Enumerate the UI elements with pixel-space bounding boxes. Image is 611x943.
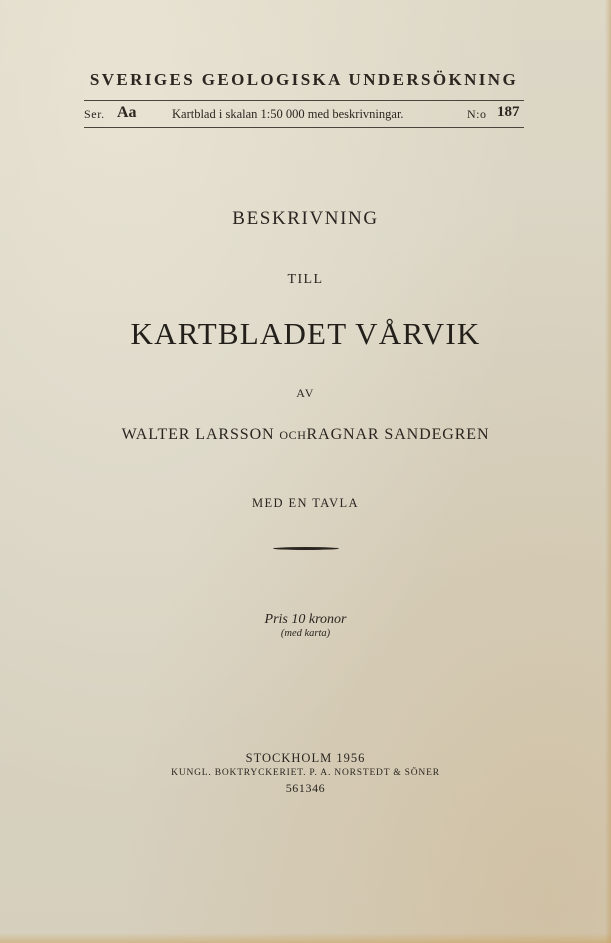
number-value: 187	[497, 104, 520, 120]
imprint-printer: KUNGL. BOKTRYCKERIET. P. A. NORSTEDT & SÖNER	[171, 768, 440, 778]
header-rule-bottom	[84, 127, 524, 128]
series-label: Ser.	[84, 107, 105, 121]
series-value: Aa	[117, 104, 137, 121]
number-label: N:o	[467, 107, 487, 121]
price-note: (med karta)	[280, 628, 331, 639]
author-1: WALTER LARSSON	[121, 426, 275, 443]
header-rule-top	[84, 100, 524, 101]
series-description: Kartblad i skalan 1:50 000 med beskrivningar.	[172, 107, 404, 121]
paper-bottom-stain	[0, 933, 611, 943]
heading-av: AV	[296, 386, 315, 400]
main-title: KARTBLADET VÅRVIK	[130, 316, 481, 351]
plates-note: MED EN TAVLA	[251, 496, 359, 510]
imprint-place-year: STOCKHOLM 1956	[245, 751, 366, 765]
authors-line	[0, 426, 611, 444]
price-text: Pris 10 kronor	[264, 612, 347, 627]
author-conjunction: OCH	[279, 428, 307, 442]
heading-till: TILL	[287, 272, 324, 287]
imprint-print-number: 561346	[285, 781, 326, 795]
series-row	[84, 104, 524, 124]
organization-title: SVERIGES GEOLOGISKA UNDERSÖKNING	[89, 70, 519, 89]
author-2: RAGNAR SANDEGREN	[306, 426, 490, 443]
paper-edge-stain	[605, 0, 611, 943]
ornament-rule	[273, 547, 339, 550]
heading-beskrivning: BESKRIVNING	[232, 208, 379, 229]
